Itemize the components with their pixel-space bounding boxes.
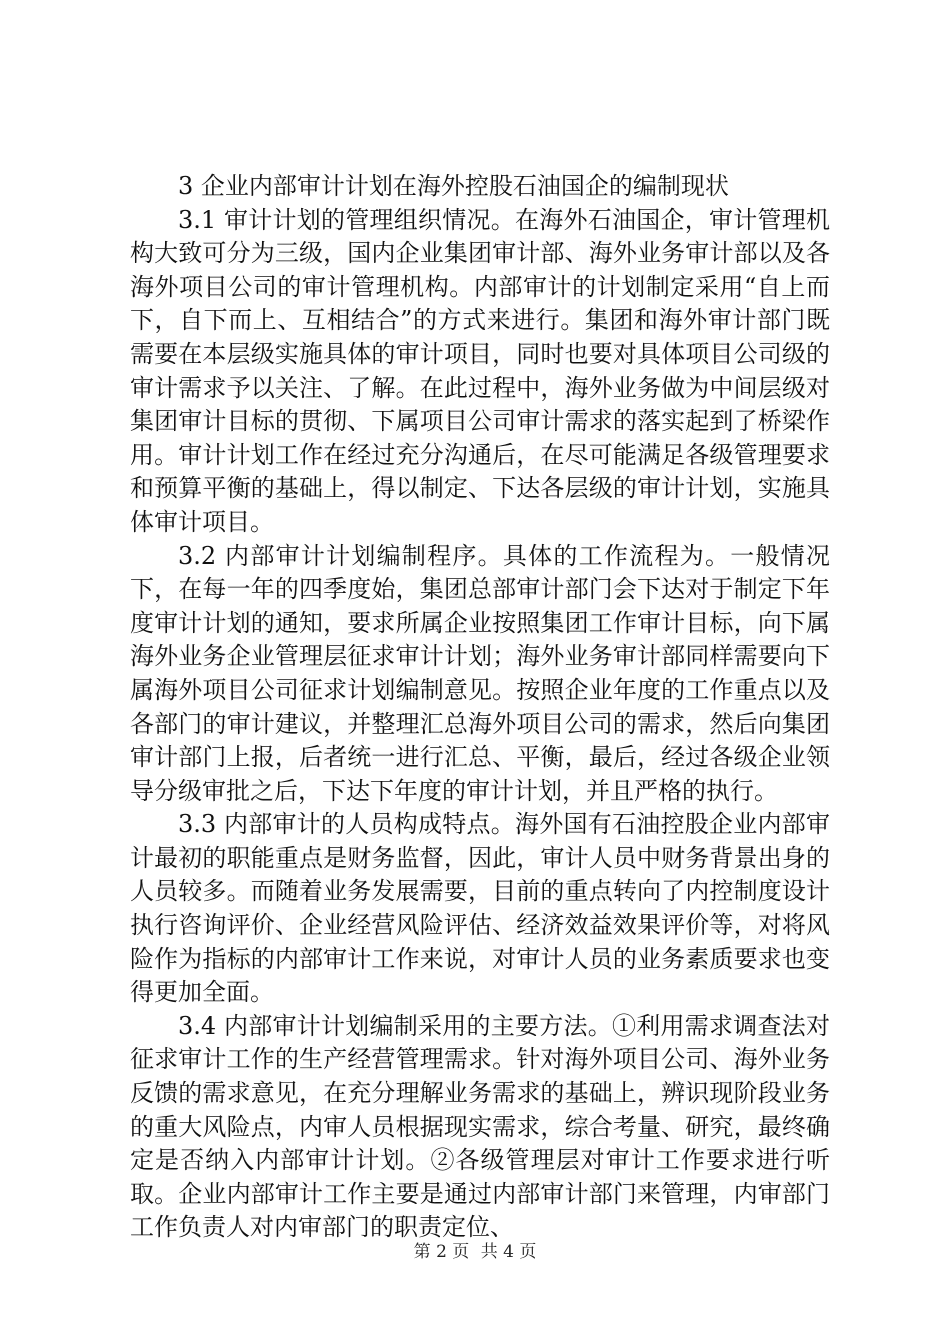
paragraph-3-1: 3.1 审计计划的管理组织情况。在海外石油国企，审计管理机构大致可分为三级，国内企业集团审计部、海外业务审计部以及各海外项目公司的审计管理机构。内部审计的计划制定采用“自上而下，自下而上、互相结合”的方式来进行。集团和海外审计部门既需要在本层级实施具体的审计项目，同时也要对具体项目公司级的审计需求予以关注、了解。在此过程中，海外业务做为中间层级对集团审计目标的贯彻、下属项目公司审计需求的落实起到了桥梁作用。审计计划工作在经过充分沟通后，在尽可能满足各级管理要求和预算平衡的基础上，得以制定、下达各层级的审计计划，实施具体审计项目。 — [130, 205, 830, 536]
page-number: 第 2 页 — [413, 1242, 470, 1262]
page-total: 共 4 页 — [480, 1242, 537, 1262]
paragraph-3-3: 3.3 内部审计的人员构成特点。海外国有石油控股企业内部审计最初的职能重点是财务监督，因此，审计人员中财务背景出身的人员较多。而随着业务发展需要，目前的重点转向了内控制度设计执行咨询评价、企业经营风险评估、经济效益效果评价等，对将风险作为指标的内部审计工作来说，对审计人员的业务素质要求也变得更加全面。 — [130, 810, 830, 1007]
paragraph-3-2: 3.2 内部审计计划编制程序。具体的工作流程为。一般情况下，在每一年的四季度始，集团总部审计部门会下达对于制定下年度审计计划的通知，要求所属企业按照集团工作审计目标，向下属海外业务企业管理层征求审计计划；海外业务审计部同样需要向下属海外项目公司征求计划编制意见。按照企业年度的工作重点以及各部门的审计建议，并整理汇总海外项目公司的需求，然后向集团审计部门上报，后者统一进行汇总、平衡，最后，经过各级企业领导分级审批之后，下达下年度的审计计划，并且严格的执行。 — [130, 541, 830, 805]
section-title: 3 企业内部审计计划在海外控股石油国企的编制现状 — [178, 172, 729, 200]
document-body — [130, 170, 830, 1245]
page-footer — [0, 1241, 950, 1263]
paragraph-3-4: 3.4 内部审计计划编制采用的主要方法。①利用需求调查法对征求审计工作的生产经营管理需求。针对海外项目公司、海外业务反馈的需求意见，在充分理解业务需求的基础上，辨识现阶段业务的重大风险点，内审人员根据现实需求，综合考量、研究，最终确定是否纳入内部审计计划。②各级管理层对审计工作要求进行听取。企业内部审计工作主要是通过内部审计部门来管理，内审部门工作负责人对内审部门的职责定位、 — [130, 1011, 830, 1242]
